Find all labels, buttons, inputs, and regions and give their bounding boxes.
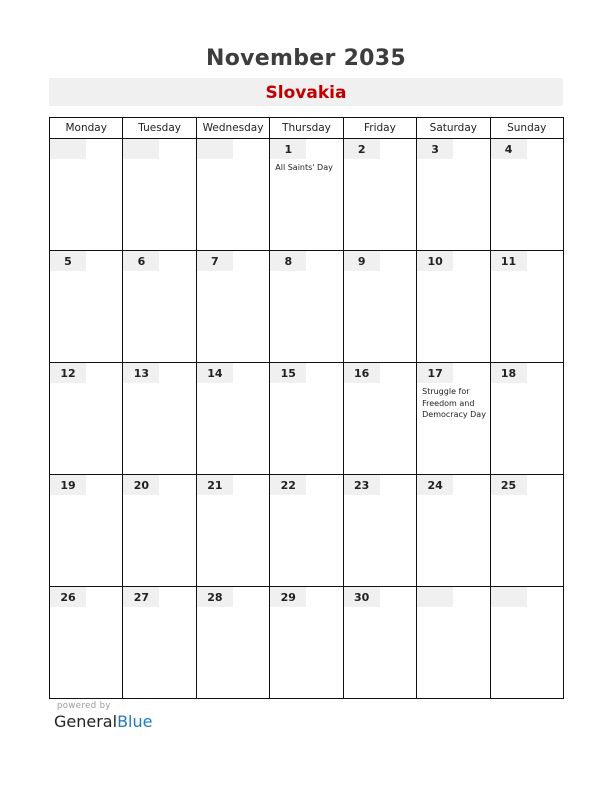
- day-number: 27: [123, 587, 159, 607]
- weekday-header: Thursday: [270, 118, 343, 139]
- page-title: November 2035: [205, 46, 407, 71]
- week-row: [50, 139, 564, 251]
- day-cell[interactable]: [270, 139, 343, 251]
- day-number: 23: [344, 475, 380, 495]
- day-cell[interactable]: [50, 475, 123, 587]
- country-banner: [49, 78, 563, 106]
- brand-general: General: [54, 712, 118, 731]
- day-cell[interactable]: [123, 587, 196, 699]
- day-cell[interactable]: [50, 587, 123, 699]
- day-number: 18: [491, 363, 527, 383]
- day-number: 13: [123, 363, 159, 383]
- day-number: 9: [344, 251, 380, 271]
- day-cell[interactable]: [417, 475, 490, 587]
- powered-by-label: powered by: [57, 701, 111, 711]
- day-cell[interactable]: [270, 587, 343, 699]
- day-number: 19: [50, 475, 86, 495]
- day-number: 16: [344, 363, 380, 383]
- day-cell[interactable]: [417, 363, 490, 475]
- day-number: 26: [50, 587, 86, 607]
- day-cell[interactable]: [270, 363, 343, 475]
- day-number: 7: [197, 251, 233, 271]
- day-cell[interactable]: [123, 363, 196, 475]
- day-number: 3: [417, 139, 453, 159]
- day-cell[interactable]: [490, 587, 563, 699]
- weekday-header: Monday: [50, 118, 123, 139]
- day-cell[interactable]: [417, 251, 490, 363]
- day-number: 4: [491, 139, 527, 159]
- week-row: [50, 363, 564, 475]
- day-number: 15: [270, 363, 306, 383]
- day-cell[interactable]: [343, 587, 416, 699]
- weekday-header: Friday: [343, 118, 416, 139]
- weekday-header: Wednesday: [196, 118, 269, 139]
- country-name: Slovakia: [265, 83, 347, 103]
- day-number: 14: [197, 363, 233, 383]
- day-cell[interactable]: [196, 363, 269, 475]
- day-number: 10: [417, 251, 453, 271]
- day-cell[interactable]: [343, 251, 416, 363]
- day-number: [491, 587, 527, 607]
- holiday-label: All Saints' Day: [275, 163, 333, 172]
- day-cell[interactable]: [196, 475, 269, 587]
- day-cell[interactable]: [490, 251, 563, 363]
- day-cell[interactable]: [50, 251, 123, 363]
- day-cell[interactable]: [123, 251, 196, 363]
- day-number: 12: [50, 363, 86, 383]
- weekday-header: Tuesday: [123, 118, 196, 139]
- weekday-header: Sunday: [490, 118, 563, 139]
- day-number: 30: [344, 587, 380, 607]
- weekday-header: Saturday: [417, 118, 490, 139]
- holiday-label: Struggle for Freedom and Democracy Day: [422, 387, 486, 419]
- day-cell[interactable]: [196, 587, 269, 699]
- day-cell[interactable]: [123, 139, 196, 251]
- day-cell[interactable]: [50, 363, 123, 475]
- day-cell[interactable]: [490, 363, 563, 475]
- day-number: 22: [270, 475, 306, 495]
- week-row: [50, 587, 564, 699]
- day-number: [197, 139, 233, 159]
- day-cell[interactable]: [343, 363, 416, 475]
- day-number: 28: [197, 587, 233, 607]
- day-number: 24: [417, 475, 453, 495]
- day-cell[interactable]: [343, 139, 416, 251]
- calendar-grid: [49, 117, 564, 699]
- day-number: 5: [50, 251, 86, 271]
- weekday-header-row: [50, 118, 564, 139]
- day-number: 20: [123, 475, 159, 495]
- day-number: 11: [491, 251, 527, 271]
- day-number: [50, 139, 86, 159]
- day-cell[interactable]: [196, 251, 269, 363]
- week-row: [50, 251, 564, 363]
- day-number: 8: [270, 251, 306, 271]
- generalblue-logo[interactable]: [54, 712, 152, 731]
- day-cell[interactable]: [490, 475, 563, 587]
- day-cell[interactable]: [50, 139, 123, 251]
- day-number: [417, 587, 453, 607]
- brand-blue: Blue: [117, 712, 153, 731]
- day-cell[interactable]: [270, 251, 343, 363]
- day-cell[interactable]: [417, 139, 490, 251]
- day-number: 1: [270, 139, 306, 159]
- day-cell[interactable]: [417, 587, 490, 699]
- day-number: 29: [270, 587, 306, 607]
- day-cell[interactable]: [123, 475, 196, 587]
- day-number: [123, 139, 159, 159]
- day-cell[interactable]: [196, 139, 269, 251]
- day-cell[interactable]: [270, 475, 343, 587]
- day-number: 21: [197, 475, 233, 495]
- day-number: 25: [491, 475, 527, 495]
- day-number: 17: [417, 363, 453, 383]
- day-number: 6: [123, 251, 159, 271]
- day-cell[interactable]: [343, 475, 416, 587]
- week-row: [50, 475, 564, 587]
- day-cell[interactable]: [490, 139, 563, 251]
- day-number: 2: [344, 139, 380, 159]
